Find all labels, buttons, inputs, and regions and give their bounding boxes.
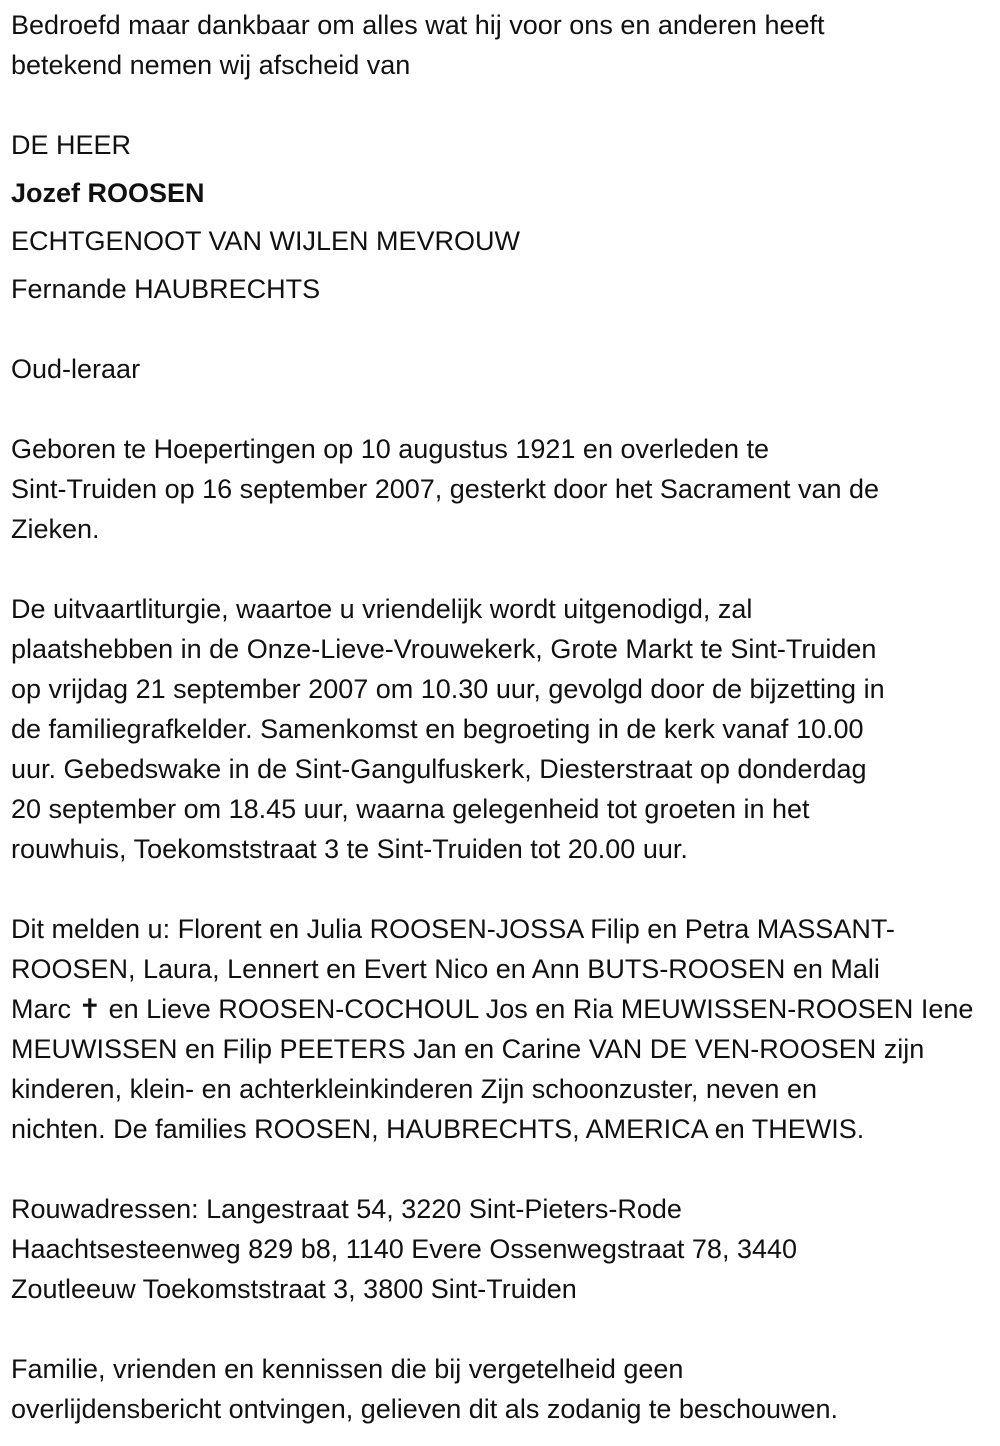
funeral-line: 20 september om 18.45 uur, waarna gelegenheid tot groeten in het: [11, 794, 810, 824]
spouse-label: ECHTGENOOT VAN WIJLEN MEVROUW: [11, 226, 521, 256]
birth-line: Geboren te Hoepertingen op 10 augustus 1921 en overleden te: [11, 434, 770, 464]
funeral-line: op vrijdag 21 september 2007 om 10.30 uur, gevolgd door de bijzetting in: [11, 674, 885, 704]
deceased-name: Jozef ROOSEN: [11, 178, 205, 208]
funeral-line: plaatshebben in de Onze-Lieve-Vrouwekerk, Grote Markt te Sint-Truiden: [11, 634, 877, 664]
intro-line: betekend nemen wij afscheid van: [11, 50, 411, 80]
closing-line: overlijdensbericht ontvingen, gelieven dit als zodanig te beschouwen.: [11, 1394, 839, 1424]
funeral-line: De uitvaartliturgie, waartoe u vriendelijk wordt uitgenodigd, zal: [11, 594, 753, 624]
family-line: nichten. De families ROOSEN, HAUBRECHTS, AMERICA en THEWIS.: [11, 1114, 865, 1144]
funeral-line: de familiegrafkelder. Samenkomst en begroeting in de kerk vanaf 10.00: [11, 714, 864, 744]
name-wrap: [11, 173, 205, 213]
family-line: ROOSEN, Laura, Lennert en Evert Nico en Ann BUTS-ROOSEN en Mali: [11, 954, 880, 984]
funeral-line: rouwhuis, Toekomststraat 3 te Sint-Truiden tot 20.00 uur.: [11, 834, 688, 864]
birth-line: Sint-Truiden op 16 september 2007, gesterkt door het Sacrament van de: [11, 474, 880, 504]
address-line: Rouwadressen: Langestraat 54, 3220 Sint-Pieters-Rode: [11, 1194, 682, 1224]
spouse-name: Fernande HAUBRECHTS: [11, 274, 321, 304]
address-line: Zoutleeuw Toekomststraat 3, 3800 Sint-Truiden: [11, 1274, 577, 1304]
family-line: Marc ✝ en Lieve ROOSEN-COCHOUL Jos en Ria MEUWISSEN-ROOSEN Iene: [11, 994, 974, 1024]
family-line: MEUWISSEN en Filip PEETERS Jan en Carine VAN DE VEN-ROOSEN zijn: [11, 1034, 925, 1064]
family-line: kinderen, klein- en achterkleinkinderen Zijn schoonzuster, neven en: [11, 1074, 817, 1104]
address-line: Haachtsesteenweg 829 b8, 1140 Evere Ossenwegstraat 78, 3440: [11, 1234, 798, 1264]
closing-line: Familie, vrienden en kennissen die bij vergetelheid geen: [11, 1354, 684, 1384]
funeral-line: uur. Gebedswake in de Sint-Gangulfuskerk, Diesterstraat op donderdag: [11, 754, 867, 784]
intro-line: Bedroefd maar dankbaar om alles wat hij voor ons en anderen heeft: [11, 10, 825, 40]
family-line: Dit melden u: Florent en Julia ROOSEN-JOSSA Filip en Petra MASSANT-: [11, 914, 895, 944]
title: DE HEER: [11, 130, 132, 160]
birth-line: Zieken.: [11, 514, 100, 544]
profession: Oud-leraar: [11, 354, 141, 384]
